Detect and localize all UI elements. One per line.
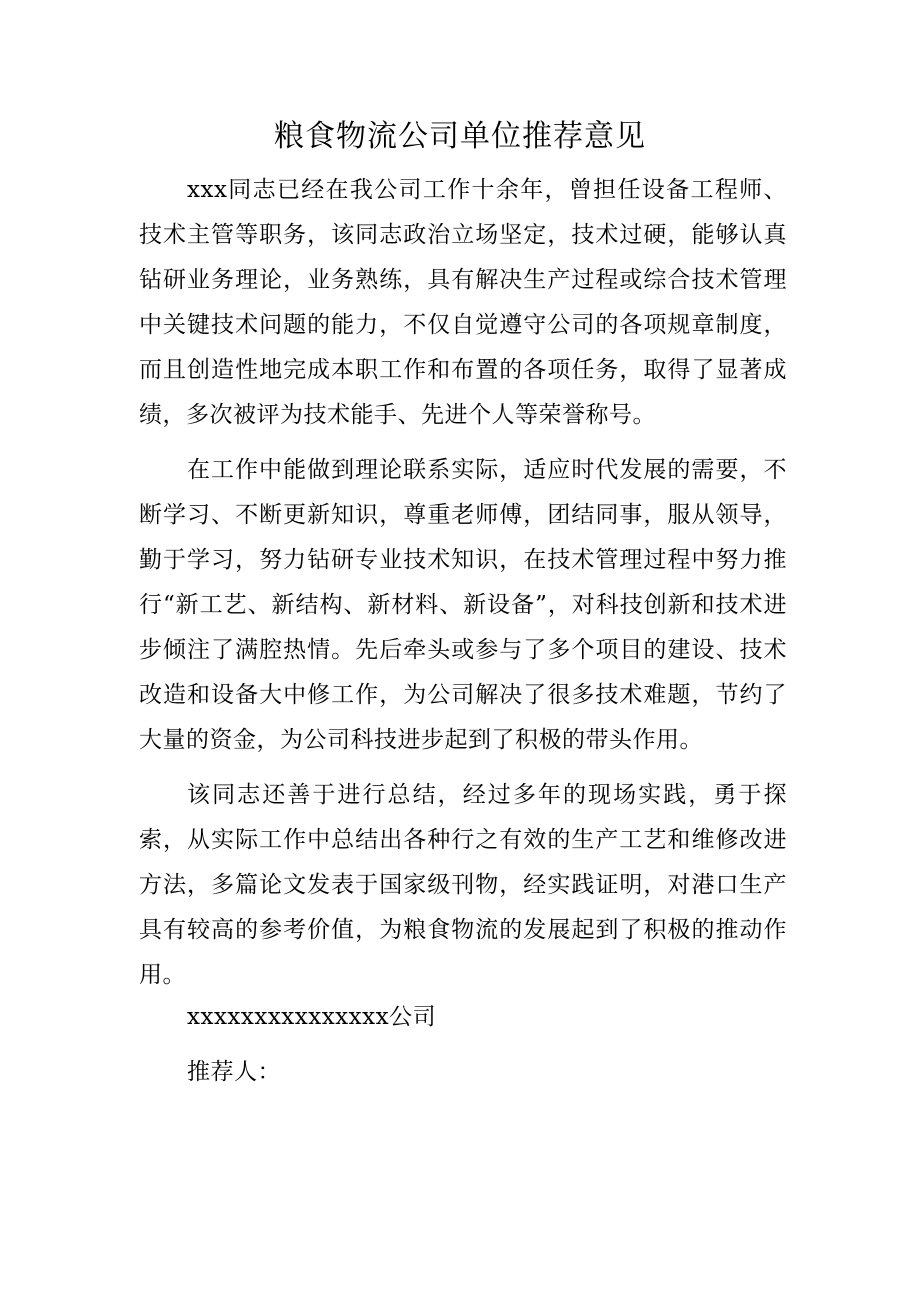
document-title: 粮食物流公司单位推荐意见	[274, 119, 646, 154]
signature-recommender-label: 推荐人：	[187, 1059, 281, 1085]
body-paragraph-2: 在工作中能做到理论联系实际，适应时代发展的需要，不断学习、不断更新知识，尊重老师傅，团结同事，服从领导，勤于学习，努力钻研专业技术知识，在技术管理过程中努力推行“新工艺、新结构、新材料、新设备”，对科技创新和技术进步倾注了满腔热情。先后牵头或参与了多个项目的建设、技术改造和设备大中修工作，为公司解决了很多技术难题，节约了大量的资金，为公司科技进步起到了积极的带头作用。	[139, 457, 787, 753]
signature-company: xxxxxxxxxxxxxxx公司	[187, 1004, 437, 1030]
document-body	[139, 168, 787, 998]
body-paragraph-3: 该同志还善于进行总结，经过多年的现场实践，勇于探索，从实际工作中总结出各种行之有效的生产工艺和维修改进方法，多篇论文发表于国家级刊物，经实践证明，对港口生产具有较高的参考价值，为粮食物流的发展起到了积极的推动作用。	[139, 782, 787, 988]
body-paragraph-1: xxx同志已经在我公司工作十余年，曾担任设备工程师、技术主管等职务，该同志政治立场坚定，技术过硬，能够认真钻研业务理论，业务熟练，具有解决生产过程或综合技术管理中关键技术问题的能力，不仅自觉遵守公司的各项规章制度，而且创造性地完成本职工作和布置的各项任务，取得了显著成绩，多次被评为技术能手、先进个人等荣誉称号。	[139, 177, 787, 428]
